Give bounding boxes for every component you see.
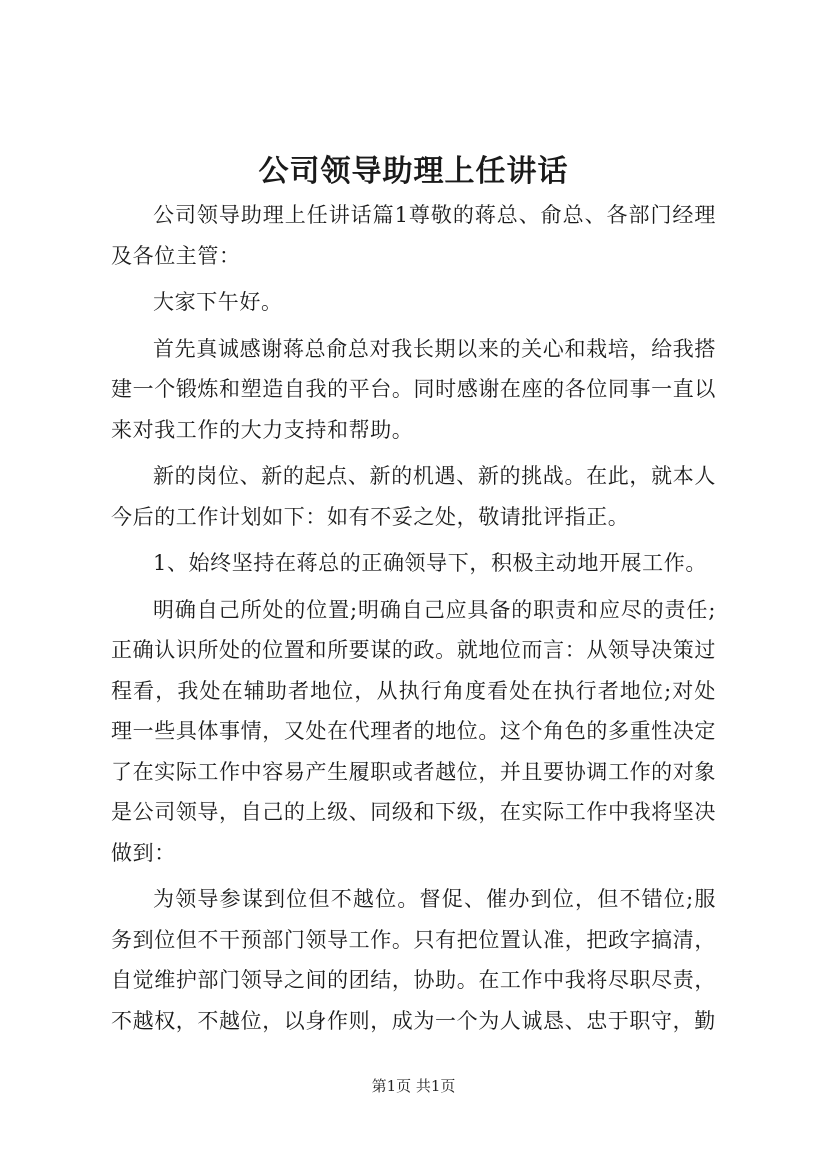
paragraph-greeting: 大家下午好。 [153, 290, 283, 314]
page-footer: 第1页 共1页 [371, 1077, 456, 1095]
document-body [111, 195, 716, 1047]
paragraph-new-position: 新的岗位、新的起点、新的机遇、新的挑战。在此，就本人今后的工作计划如下：如有不妥之处，敬请批评指正。 [111, 464, 716, 529]
paragraph-thanks: 首先真诚感谢蒋总俞总对我长期以来的关心和栽培，给我搭建一个锻炼和塑造自我的平台。同时感谢在座的各位同事一直以来对我工作的大力支持和帮助。 [111, 336, 716, 442]
paragraph-role-position: 明确自己所处的位置;明确自己应具备的职责和应尽的责任;正确认识所处的位置和所要谋的政。就地位而言：从领导决策过程看，我处在辅助者地位，从执行角度看处在执行者地位;对处理一些具体事情，又处在代理者的地位。这个角色的多重性决定了在实际工作中容易产生履职或者越位，并且要协调工作的对象是公司领导，自己的上级、同级和下级，在实际工作中我将坚决做到： [111, 597, 716, 865]
document-title: 公司领导助理上任讲话 [258, 154, 569, 189]
paragraph-point-1: 1、始终坚持在蒋总的正确领导下，积极主动地开展工作。 [153, 551, 707, 575]
paragraph-salutation: 公司领导助理上任讲话篇1尊敬的蒋总、俞总、各部门经理及各位主管： [111, 203, 716, 268]
paragraph-advisor-duty: 为领导参谋到位但不越位。督促、催办到位，但不错位;服务到位但不干预部门领导工作。只有把位置认准，把政字搞清，自觉维护部门领导之间的团结，协助。在工作中我将尽职尽责，不越权，不越位，以身作则，成为一个为人诚恳、忠于职守，勤 [111, 887, 716, 1033]
